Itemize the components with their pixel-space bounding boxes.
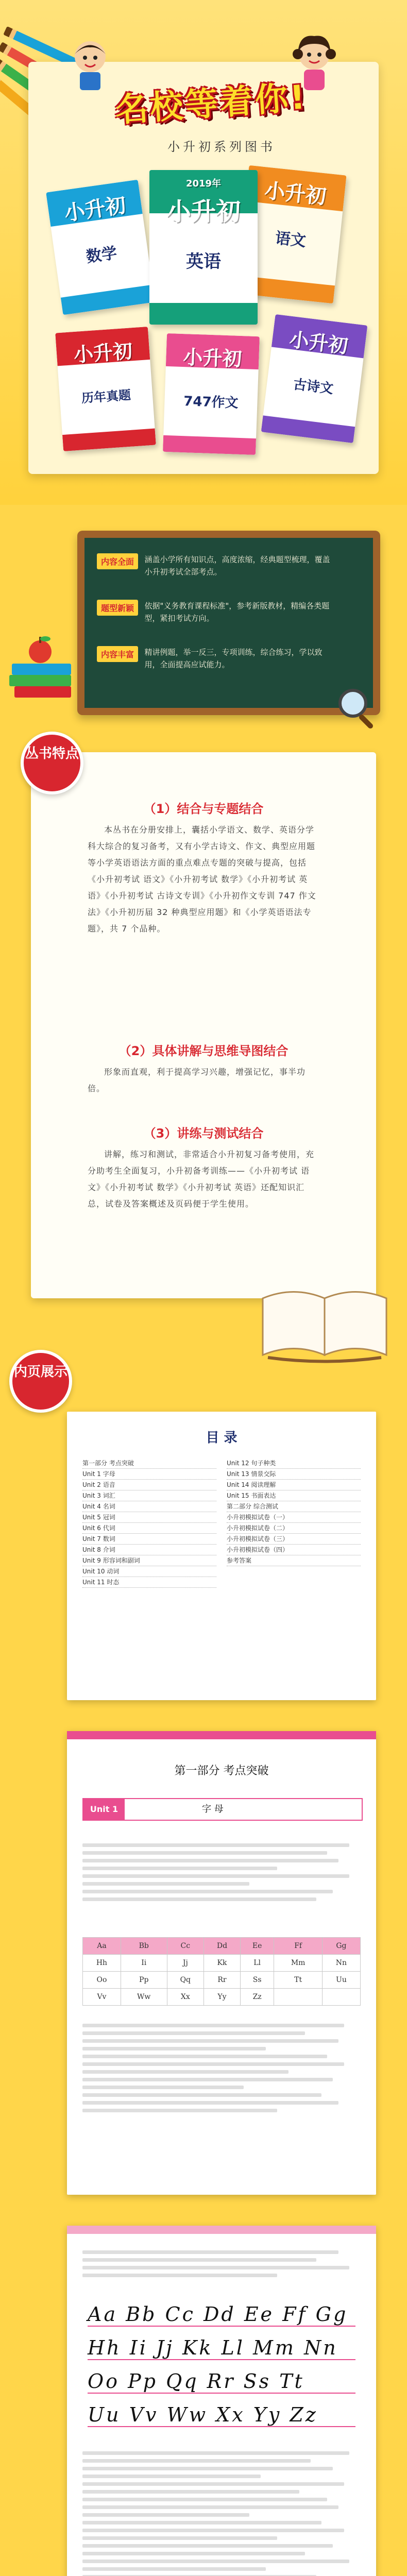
feature-body: 形象而直观，利于提高学习兴趣，增强记忆，事半功倍。	[88, 1067, 306, 1093]
table-cell: Dd	[204, 1938, 241, 1955]
table-cell: Gg	[322, 1938, 360, 1955]
letter-table	[82, 1937, 361, 2006]
toc-item: Unit 11 时态	[82, 1577, 216, 1588]
board-text: 精讲例题，举一反三，专项训练，综合练习，学以致用，全面提高应试能力。	[144, 648, 323, 669]
board-tag: 内容全面	[97, 553, 138, 569]
toc-item: Unit 9 形容词和副词	[82, 1555, 216, 1566]
book-cover-history: 小升初 历年真题	[55, 327, 156, 451]
toc-item: Unit 1 字母	[82, 1469, 216, 1480]
toc-item: 小升初模拟试卷（一）	[227, 1512, 361, 1523]
unit-label: Unit 1	[83, 1799, 125, 1820]
open-book-icon	[258, 1278, 392, 1365]
toc-item: Unit 2 语音	[82, 1480, 216, 1490]
feature-heading: （1）结合与专题结合	[143, 802, 264, 816]
toc-title: 目 录	[206, 1430, 238, 1446]
handwriting-row: Uu Vv Ww Xx Yy Zz	[88, 2403, 355, 2427]
feature-body: 本丛书在分册安排上，囊括小学语文、数学、英语分学科大综合的复习备考，又有小学古诗文、作文、典型应用题等小学英语语法方面的重点难点专题的突破与提高，包括《小升初考试 语文》《小升初考试 数学》《小升初考试 英语》《小升初考试 古诗文专训》《小升初作文专训 747 作文法》《小升初历届 32 种典型应用题》和《小学英语语法专题》，共 7 个品种。	[88, 825, 316, 934]
text-lines	[82, 2020, 361, 2116]
handwriting-row: Hh Ii Jj Kk Ll Mm Nn	[88, 2336, 355, 2360]
toc-item: Unit 6 代词	[82, 1523, 216, 1534]
toc-left-column	[82, 1458, 216, 1588]
magnifier-icon	[335, 685, 381, 732]
handwriting-page	[67, 2226, 376, 2576]
toc-item: 参考答案	[227, 1555, 361, 1566]
book-cover-english: 2019年 小升初 英语	[149, 170, 258, 325]
toc-item: Unit 15 书面表达	[227, 1490, 361, 1501]
toc-item: Unit 13 情景交际	[227, 1469, 361, 1480]
table-row: Oo Pp Qq Rr Ss Tt Uu	[83, 1972, 361, 1989]
features-card	[25, 746, 376, 1298]
section-page	[67, 1731, 376, 2195]
table-cell: Ff	[274, 1938, 322, 1955]
features-badge: 丛书特点	[21, 732, 83, 794]
toc-item: Unit 14 阅读理解	[227, 1480, 361, 1490]
table-cell: Aa	[83, 1938, 121, 1955]
toc-item: 第一部分 考点突破	[82, 1458, 216, 1469]
toc-item: Unit 10 动词	[82, 1566, 216, 1577]
board-row	[97, 646, 354, 671]
handwriting-row: Aa Bb Cc Dd Ee Ff Gg	[88, 2303, 355, 2327]
feature-heading: （3）讲练与测试结合	[143, 1126, 264, 1141]
toc-item: 第二部分 综合测试	[227, 1501, 361, 1512]
book-cover-chinese: 小升初 语文	[235, 165, 346, 303]
toc-item: Unit 4 名词	[82, 1501, 216, 1512]
toc-item: Unit 3 词汇	[82, 1490, 216, 1501]
board-text: 涵盖小学所有知识点，高度浓缩，经典题型梳理，覆盖小升初考试全部考点。	[144, 555, 330, 577]
toc-right-column	[227, 1458, 361, 1566]
book-cover-composition: 小升初 747作文	[163, 333, 260, 455]
toc-item: Unit 7 数词	[82, 1534, 216, 1545]
table-cell: Bb	[121, 1938, 167, 1955]
book-cover-poetry: 小升初 古诗文	[261, 314, 368, 443]
book-cover-math: 小升初 数学	[46, 180, 155, 315]
table-row: Vv Ww Xx Yy Zz	[83, 1989, 361, 2006]
toc-page	[67, 1412, 376, 1700]
toc-item: 小升初模拟试卷（三）	[227, 1534, 361, 1545]
text-lines	[82, 2246, 361, 2281]
table-row: Hh Ii Jj Kk Ll Mm Nn	[83, 1955, 361, 1972]
page-header-bar	[67, 1731, 376, 1739]
table-cell: Ee	[240, 1938, 274, 1955]
board-row	[97, 553, 354, 578]
board-text: 依据"义务教育课程标准"，参考新版教材，精编各类题型，紧扣考试方向。	[144, 601, 330, 623]
chalkboard-section	[0, 515, 407, 732]
toc-item: Unit 12 句子种类	[227, 1458, 361, 1469]
inner-pages-badge: 内页展示	[9, 1350, 72, 1413]
hero-title: 名校等着你!	[114, 78, 309, 130]
board-tag: 内容丰富	[97, 646, 138, 662]
section-title: 第一部分 考点突破	[174, 1765, 269, 1777]
books-apple-decoration	[4, 623, 76, 706]
board-tag: 题型新颖	[97, 600, 138, 616]
unit-header	[82, 1798, 363, 1821]
unit-name: 字 母	[202, 1804, 224, 1815]
toc-item: 小升初模拟试卷（四）	[227, 1545, 361, 1555]
toc-item: Unit 8 介词	[82, 1545, 216, 1555]
feature-body: 讲解，练习和测试，非常适合小升初复习备考使用，充分助考生全面复习，小升初备考训练——《小升初考试 语文》《小升初考试 数学》《小升初考试 英语》还配知识汇总，试卷及答案概述及页码便于学生使用。	[88, 1149, 315, 1209]
hero-section	[0, 0, 407, 505]
hero-subtitle: 小升初系列图书	[167, 140, 276, 154]
table-cell: Cc	[167, 1938, 204, 1955]
feature-heading: （2）具体讲解与思维导图结合	[118, 1044, 289, 1058]
toc-item: Unit 5 冠词	[82, 1512, 216, 1523]
board-row	[97, 600, 354, 624]
handwriting-row: Oo Pp Qq Rr Ss Tt	[88, 2370, 355, 2394]
text-lines	[82, 2447, 361, 2576]
page-header-bar	[67, 2226, 376, 2234]
toc-item: 小升初模拟试卷（二）	[227, 1523, 361, 1534]
text-lines	[82, 1839, 361, 1905]
